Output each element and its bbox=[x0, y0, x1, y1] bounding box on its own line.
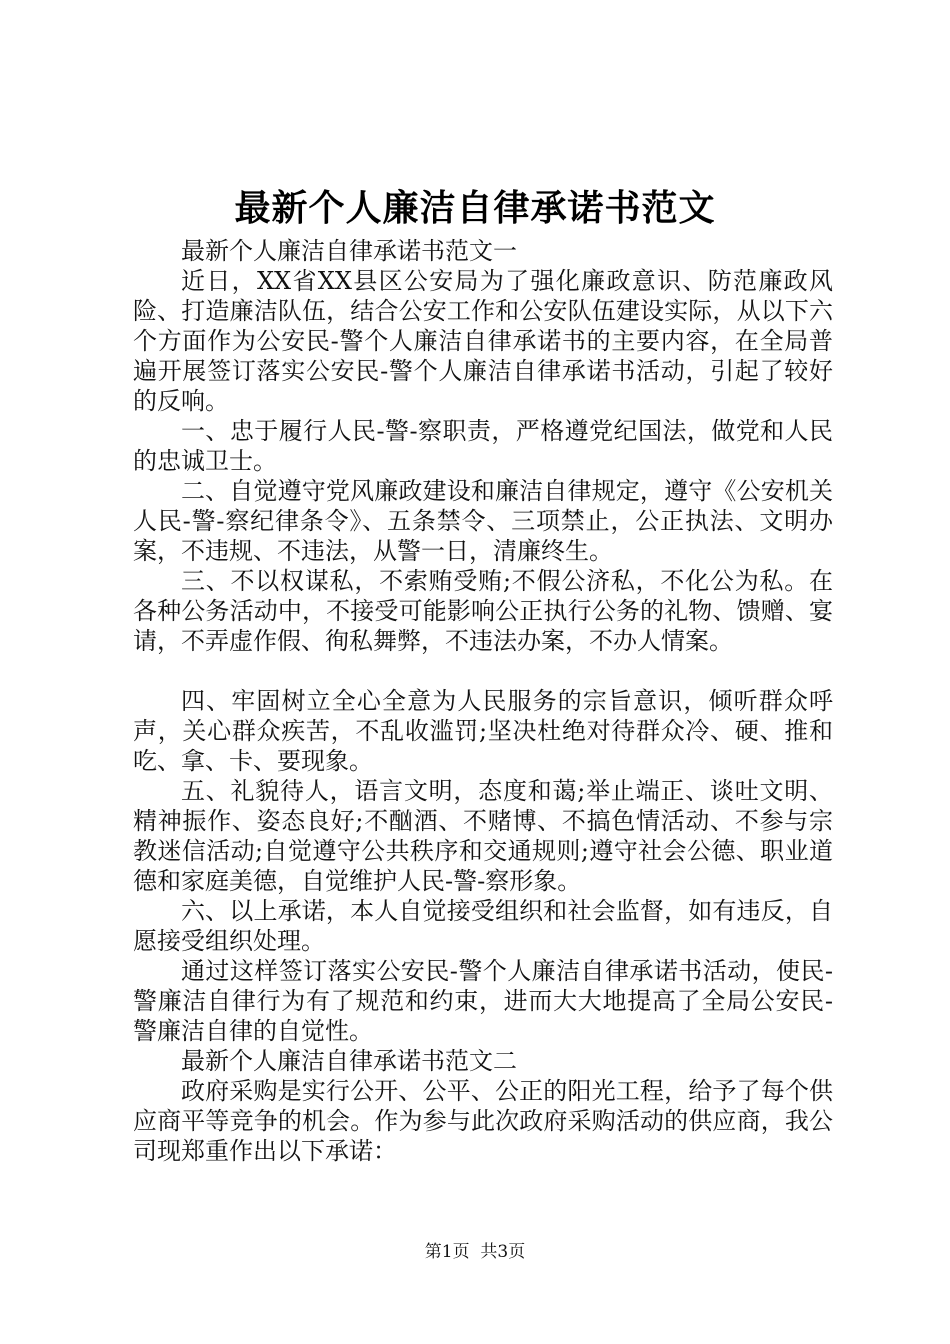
paragraph-item-6: 六、以上承诺，本人自觉接受组织和社会监督，如有违反，自愿接受组织处理。 bbox=[133, 897, 833, 955]
paragraph-item-5: 五、礼貌待人，语言文明，态度和蔼;举止端正、谈吐文明、精神振作、姿态良好;不酗酒、不赌博、不搞色情活动、不参与宗教迷信活动;自觉遵守公共秩序和交通规则;遵守社会公德、职业道德和家庭美德，自觉维护人民-警-察形象。 bbox=[133, 777, 833, 895]
paragraph-gap bbox=[133, 656, 833, 686]
paragraph-item-3: 三、不以权谋私，不索贿受贿;不假公济私，不化公为私。在各种公务活动中，不接受可能影响公正执行公务的礼物、馈赠、宴请，不弄虚作假、徇私舞弊，不违法办案，不办人情案。 bbox=[133, 567, 833, 655]
paragraph-procurement: 政府采购是实行公开、公平、公正的阳光工程，给予了每个供应商平等竞争的机会。作为参与此次政府采购活动的供应商，我公司现郑重作出以下承诺： bbox=[133, 1077, 833, 1165]
paragraph-intro: 近日，XX省XX县区公安局为了强化廉政意识、防范廉政风险、打造廉洁队伍，结合公安工作和公安队伍建设实际，从以下六个方面作为公安民-警个人廉洁自律承诺书的主要内容，在全局普遍开展签订落实公安民-警个人廉洁自律承诺书活动，引起了较好的反响。 bbox=[133, 267, 833, 415]
page-total: 共3页 bbox=[480, 1242, 526, 1262]
document-body bbox=[133, 236, 833, 1166]
paragraph-item-1: 一、忠于履行人民-警-察职责，严格遵党纪国法，做党和人民的忠诚卫士。 bbox=[133, 417, 833, 475]
document-title: 最新个人廉洁自律承诺书范文 bbox=[234, 187, 716, 229]
section-heading-1: 最新个人廉洁自律承诺书范文一 bbox=[181, 237, 517, 265]
paragraph-item-4: 四、牢固树立全心全意为人民服务的宗旨意识，倾听群众呼声，关心群众疾苦，不乱收滥罚;坚决杜绝对待群众冷、硬、推和吃、拿、卡、要现象。 bbox=[133, 687, 833, 775]
paragraph-conclusion: 通过这样签订落实公安民-警个人廉洁自律承诺书活动，使民-警廉洁自律行为有了规范和约束，进而大大地提高了全局公安民-警廉洁自律的自觉性。 bbox=[133, 957, 833, 1045]
page-number: 第1页 bbox=[424, 1242, 470, 1262]
page-footer bbox=[0, 1240, 950, 1264]
section-heading-2: 最新个人廉洁自律承诺书范文二 bbox=[181, 1047, 517, 1075]
footer-spacer bbox=[470, 1242, 481, 1262]
paragraph-item-2: 二、自觉遵守党风廉政建设和廉洁自律规定，遵守《公安机关人民-警-察纪律条令》、五条禁令、三项禁止，公正执法、文明办案，不违规、不违法，从警一日，清廉终生。 bbox=[133, 477, 833, 565]
